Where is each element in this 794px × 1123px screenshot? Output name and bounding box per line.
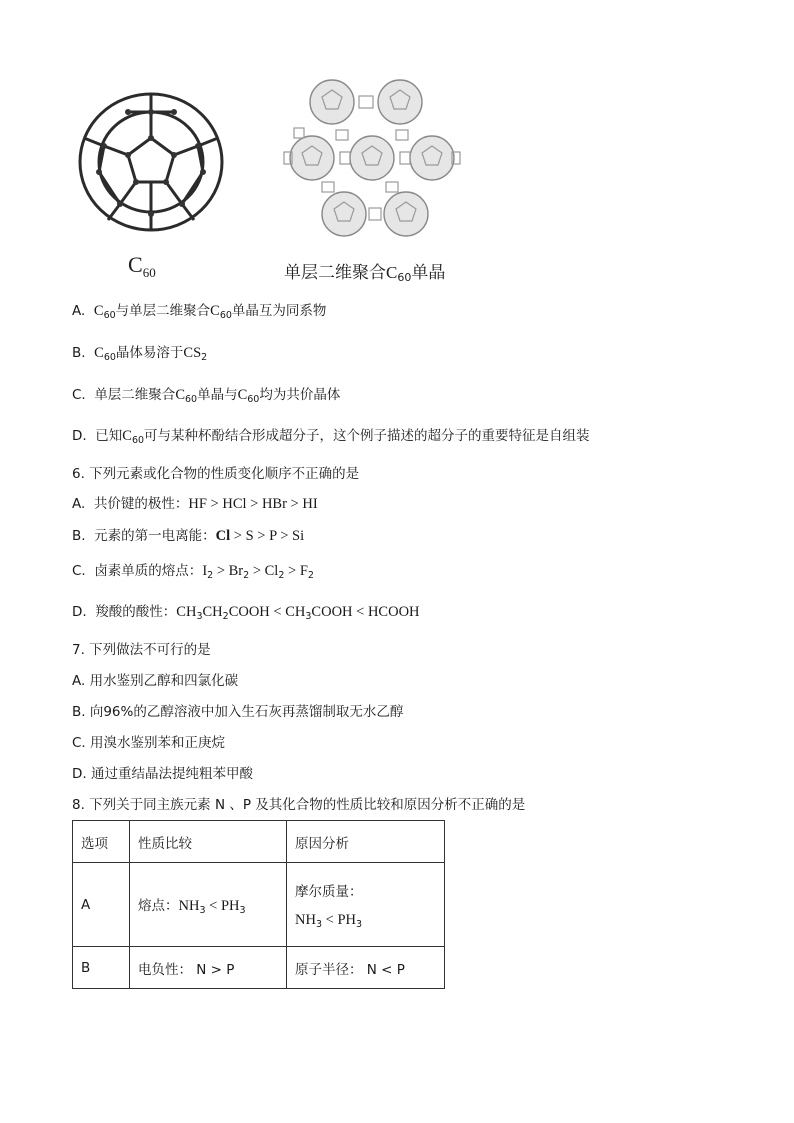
q6-stem: 6. 下列元素或化合物的性质变化顺序不正确的是	[72, 466, 360, 482]
table-row	[73, 863, 445, 947]
polymer-c60-crystal-image	[282, 72, 464, 244]
table-header-cell: 原因分析	[287, 821, 445, 863]
q8-stem: 8. 下列关于同主族元素 N 、P 及其化合物的性质比较和原因分析不正确的是	[72, 797, 526, 813]
q6-option-c: C. 卤素单质的熔点：$I_2 > Br_2 > Cl_2 > F_2$	[72, 563, 314, 581]
table-cell: 摩尔质量： $NH_3 < PH_3$	[287, 863, 445, 947]
polymer-caption: 单层二维聚合$C_{60}$单晶	[284, 263, 446, 284]
q5-option-a: A. $C_{60}$与单层二维聚合$C_{60}$单晶互为同系物	[72, 303, 327, 321]
q5-option-b: B. $C_{60}$晶体易溶于$CS_2$	[72, 345, 208, 363]
q7-option-c: C. 用溴水鉴别苯和正庚烷	[72, 735, 226, 751]
q8-table	[72, 820, 445, 989]
q6-option-b: B. 元素的第一电离能：Cl > S > P > Si	[72, 528, 305, 544]
table-cell: A	[73, 863, 130, 947]
table-header-cell: 性质比较	[130, 821, 287, 863]
table-cell: B	[73, 947, 130, 989]
table-row	[73, 947, 445, 989]
table-cell: 熔点：$NH_3 < PH_3$	[130, 863, 287, 947]
table-header-cell: 选项	[73, 821, 130, 863]
q6-option-d: D. 羧酸的酸性：$CH_3CH_2COOH$ < $CH_3COOH$ < HCOOH	[72, 604, 420, 622]
c60-caption: $C_{60}$	[128, 252, 156, 280]
table-cell: 原子半径： N < P	[287, 947, 445, 989]
q6-option-a: A. 共价键的极性：HF > HCl > HBr > HI	[72, 496, 318, 512]
q7-stem: 7. 下列做法不可行的是	[72, 642, 211, 658]
table-header-row	[73, 821, 445, 863]
q7-option-d: D. 通过重结晶法提纯粗苯甲酸	[72, 766, 253, 782]
c60-molecule-image	[68, 90, 243, 242]
q7-option-b: B. 向96%的乙醇溶液中加入生石灰再蒸馏制取无水乙醇	[72, 704, 404, 720]
q7-option-a: A. 用水鉴别乙醇和四氯化碳	[72, 673, 239, 689]
q5-option-d: D. 已知$C_{60}$可与某种杯酚结合形成超分子，这个例子描述的超分子的重要特征是自组装	[72, 428, 590, 446]
table-cell: 电负性： N > P	[130, 947, 287, 989]
q5-option-c: C. 单层二维聚合$C_{60}$单晶与$C_{60}$均为共价晶体	[72, 387, 341, 405]
